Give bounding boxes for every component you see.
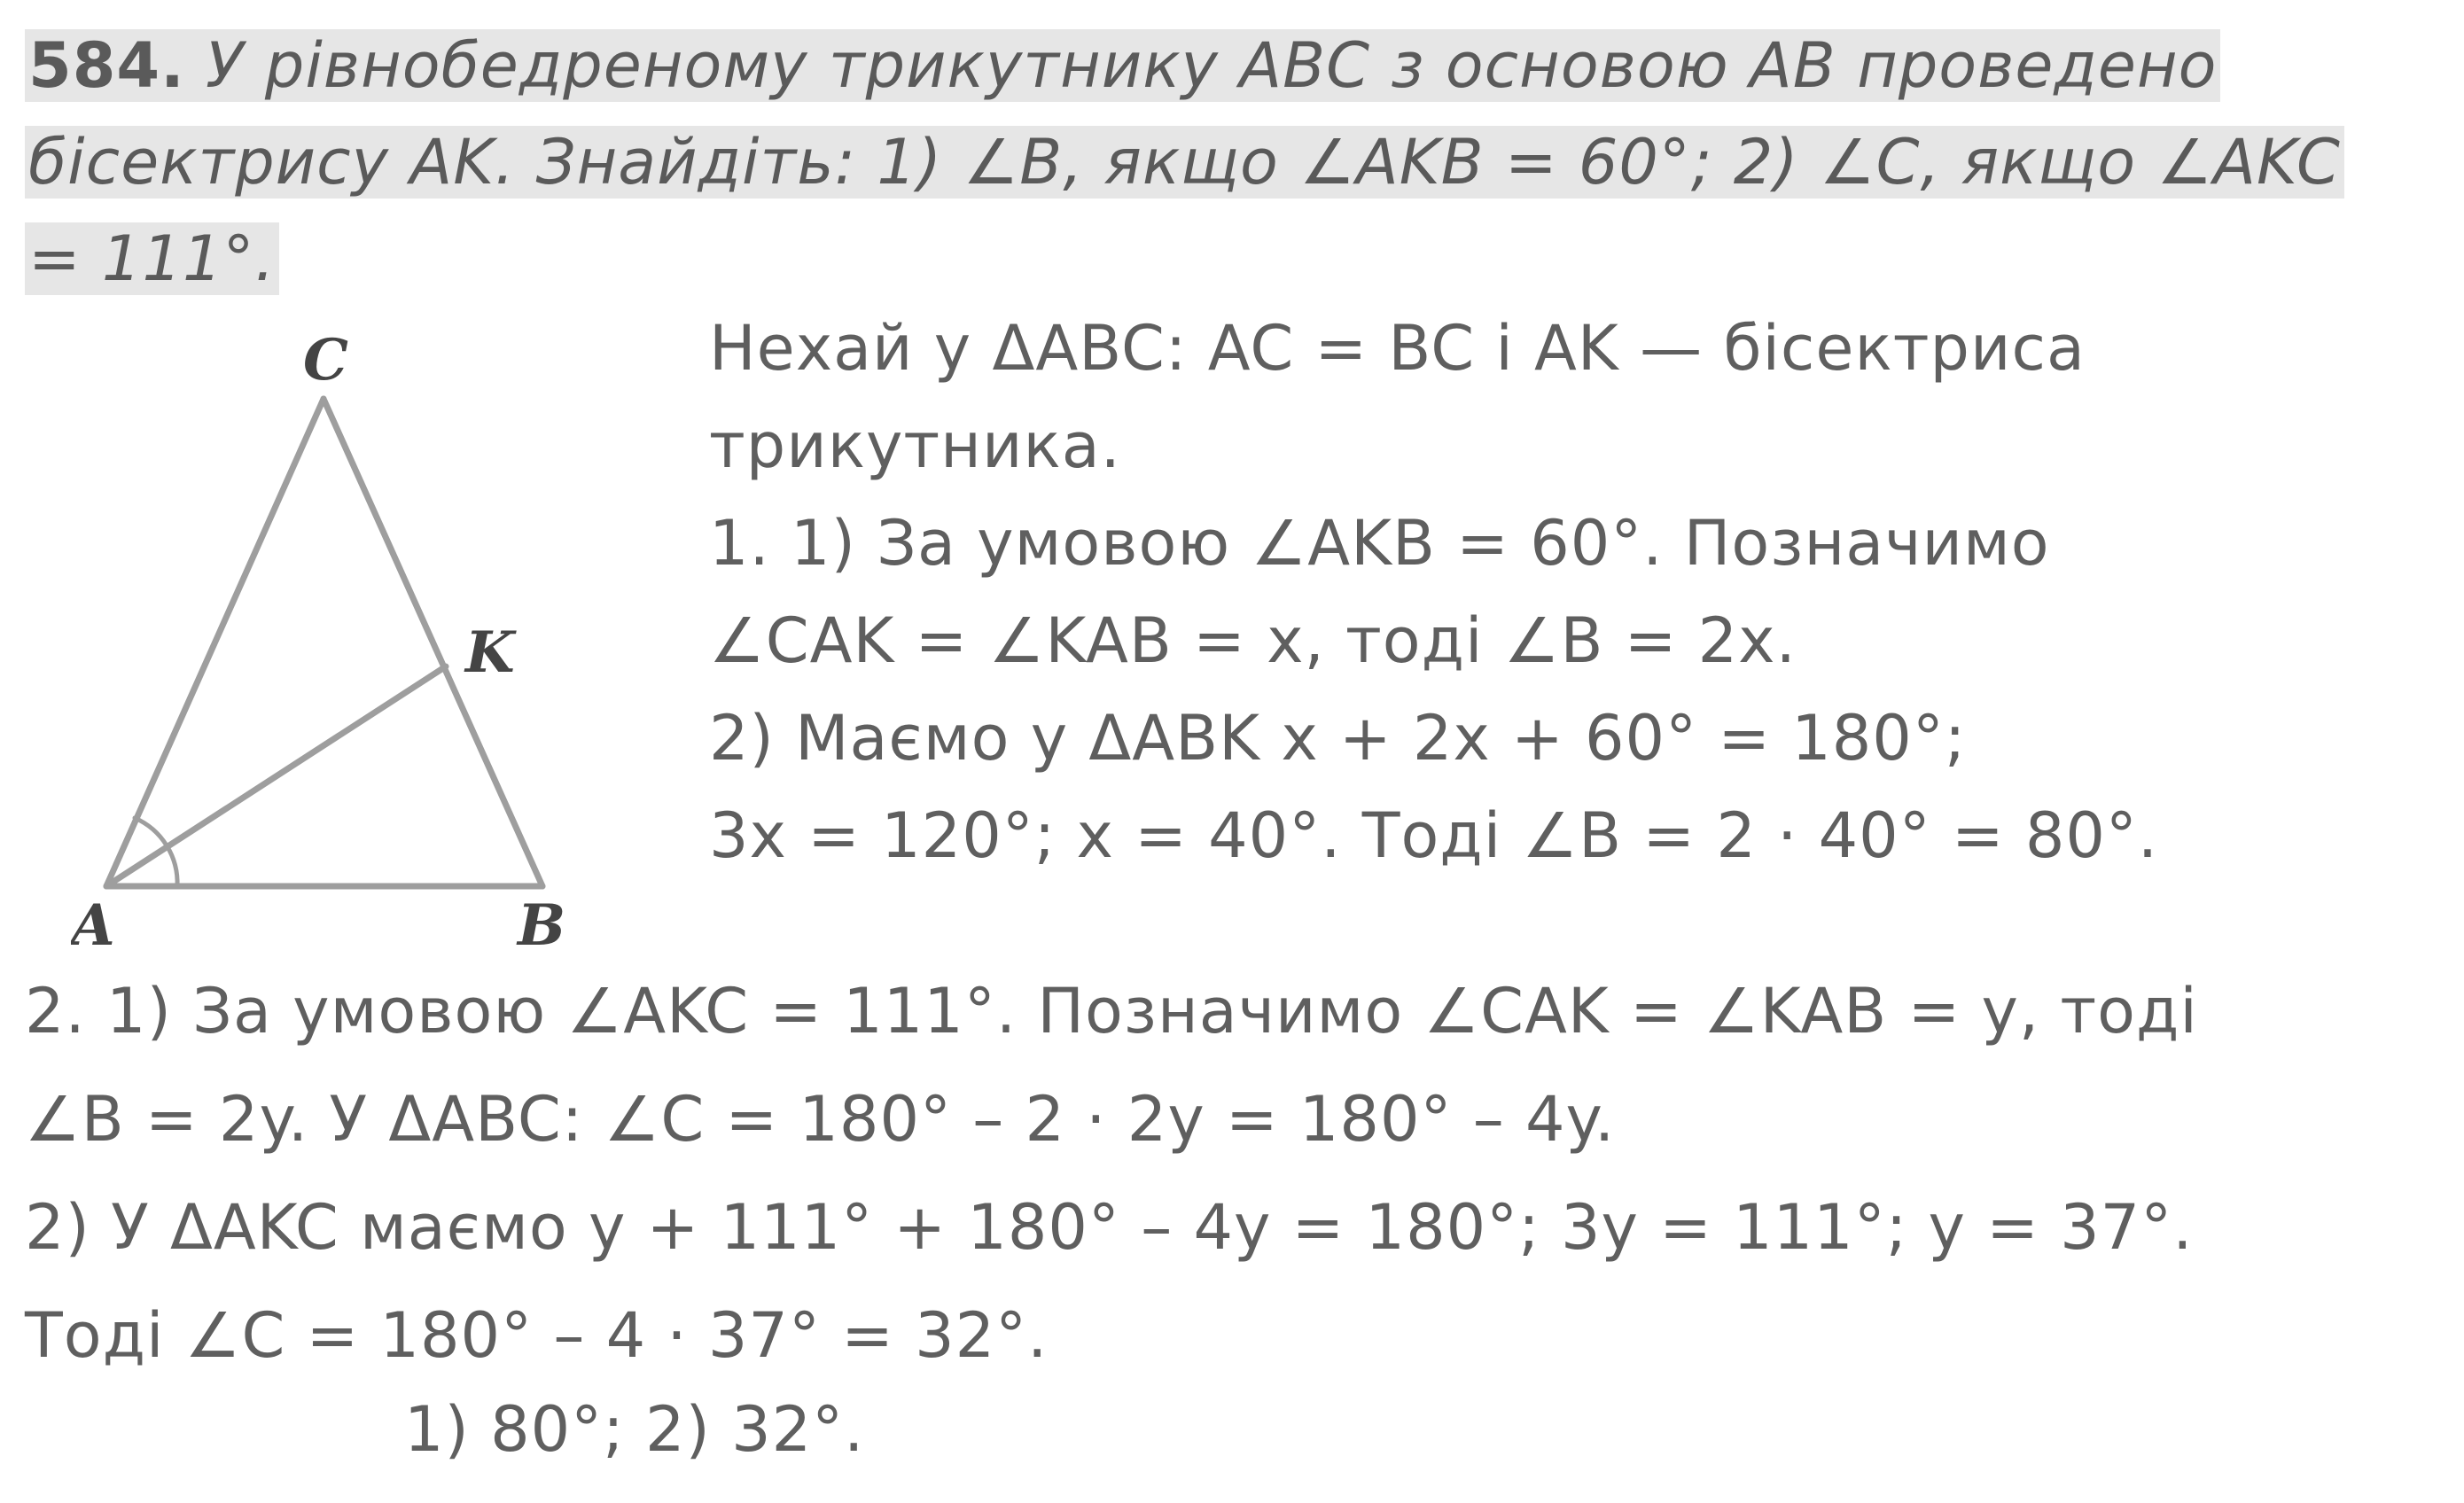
- problem-line-1: 584. У рівнобедреному трикутнику ABC з основою AB проведено: [25, 18, 2344, 114]
- problem-line-2: бісектрису AK. Знайдіть: 1) ∠B, якщо ∠AKB = 60°; 2) ∠C, якщо ∠AKC: [25, 114, 2344, 211]
- label-c: C: [303, 327, 348, 393]
- problem-number: 584.: [28, 29, 185, 102]
- solution-line-6: 3x = 120°; x = 40°. Тоді ∠B = 2 · 40° = 80°.: [709, 799, 2159, 872]
- solution-line-7: 2. 1) За умовою ∠AKC = 111°. Позначимо ∠CAK = ∠KAB = y, тоді: [25, 975, 2198, 1047]
- answer: 1) 80°; 2) 32°.: [404, 1393, 865, 1466]
- solution-line-2: трикутника.: [709, 409, 1121, 482]
- solution-line-3: 1. 1) За умовою ∠AKB = 60°. Позначимо: [709, 507, 2050, 580]
- problem-line-3: = 111°.: [25, 211, 2344, 308]
- label-b: B: [518, 892, 566, 959]
- label-k: K: [465, 619, 515, 686]
- solution-line-4: ∠CAK = ∠KAB = x, тоді ∠B = 2x.: [709, 604, 1797, 677]
- solution-line-5: 2) Маємо у ΔABK x + 2x + 60° = 180°;: [709, 702, 1967, 775]
- solution-line-1: Нехай у ΔABC: AC = BC і AK — бісектриса: [709, 312, 2086, 385]
- solution-line-10: Тоді ∠C = 180° – 4 · 37° = 32°.: [25, 1299, 1049, 1372]
- label-a: A: [71, 892, 115, 959]
- solution-line-9: 2) У ΔAKC маємо y + 111° + 180° – 4y = 180°; 3y = 111°; y = 37°.: [25, 1191, 2194, 1264]
- solution-line-8: ∠B = 2y. У ΔABC: ∠C = 180° – 2 · 2y = 180° – 4y.: [25, 1083, 1616, 1156]
- problem-statement: [25, 18, 2344, 308]
- triangle-figure: [71, 319, 620, 978]
